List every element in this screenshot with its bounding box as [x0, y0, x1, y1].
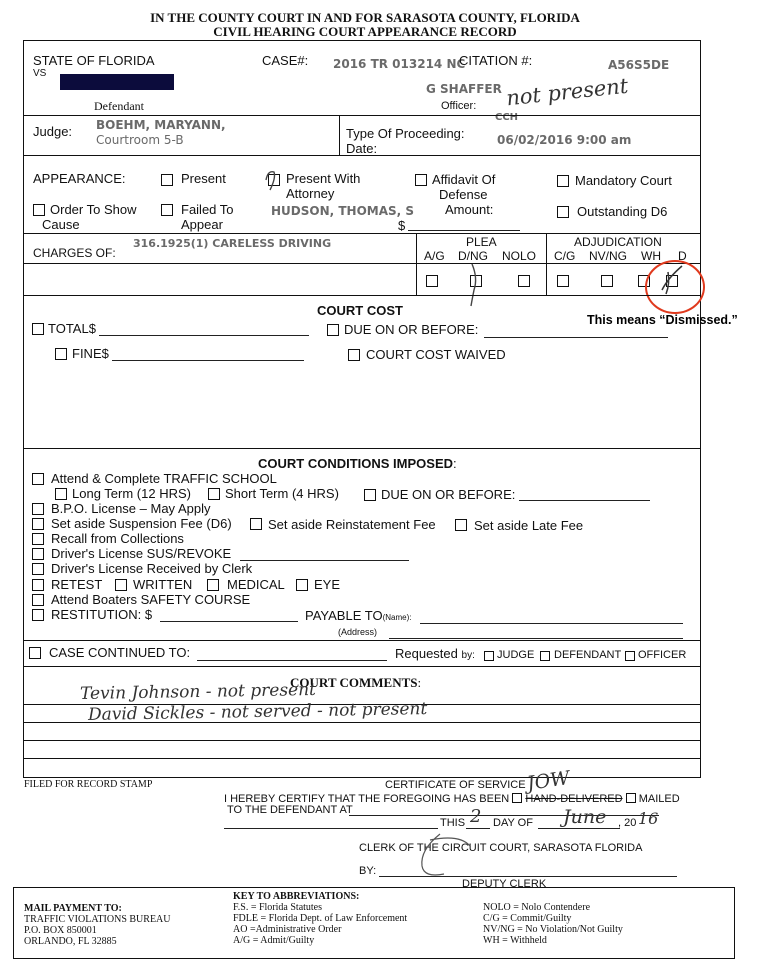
payable-address-small: (Address) [338, 627, 378, 637]
charge-stamp: 316.1925(1) CARELESS DRIVING [133, 237, 332, 250]
officer-stamp: G SHAFFER [426, 82, 502, 96]
dl-received-label: Driver's License Received by Clerk [51, 561, 253, 576]
requested-by-small: by: [461, 650, 475, 661]
key-left-4: A/G = Admit/Guilty [233, 935, 315, 946]
attorney-name: HUDSON, THOMAS, S [271, 204, 415, 218]
mail-payment-block [24, 903, 171, 947]
due-on-or-before-checkbox[interactable] [327, 324, 339, 336]
total-checkbox[interactable] [32, 323, 44, 335]
traffic-school-due-checkbox[interactable] [364, 489, 376, 501]
date-value: 06/02/2016 9:00 am [497, 133, 632, 147]
short-term-checkbox[interactable] [208, 488, 220, 500]
written-label: WRITTEN [133, 577, 193, 592]
affidavit-line3: Amount: [445, 202, 494, 217]
citation-label: CITATION #: [459, 53, 533, 68]
written-checkbox[interactable] [115, 579, 127, 591]
mail-payment-title: MAIL PAYMENT TO: [24, 903, 122, 914]
header-court-name: IN THE COUNTY COURT IN AND FOR SARASOTA COUNTY, FLORIDA [150, 10, 580, 25]
case-continued-checkbox[interactable] [29, 647, 41, 659]
adj-col-cg: C/G [554, 249, 576, 263]
clerk-label: CLERK OF THE CIRCUIT COURT, SARASOTA FLORIDA [359, 842, 643, 854]
set-aside-suspension-checkbox[interactable] [32, 518, 44, 530]
plea-ag-checkbox[interactable] [426, 275, 438, 287]
day-line [466, 828, 490, 829]
court-cost-waived-checkbox[interactable] [348, 349, 360, 361]
restitution-label: RESTITUTION: $ [51, 607, 153, 622]
key-right-4: WH = Withheld [483, 935, 547, 946]
affidavit-line2: Defense [439, 187, 488, 202]
officer-handwritten-note: not present [505, 73, 630, 111]
conditions-title [258, 456, 457, 471]
medical-checkbox[interactable] [207, 579, 219, 591]
requested-text: Requested [395, 646, 458, 661]
continued-officer-label: OFFICER [638, 649, 687, 661]
key-title: KEY TO ABBREVIATIONS: [233, 891, 360, 902]
fines-label: FINE$ [72, 346, 109, 361]
dl-sus-label: Driver's License SUS/REVOKE [51, 546, 232, 561]
defendant-label: Defendant [94, 99, 144, 113]
mailed-label: MAILED [638, 793, 680, 805]
continued-defendant-checkbox[interactable] [540, 651, 550, 661]
long-term-checkbox[interactable] [55, 488, 67, 500]
month-line [538, 828, 620, 829]
set-aside-late-label: Set aside Late Fee [474, 518, 584, 533]
certificate-title: CERTIFICATE OF SERVICE [385, 779, 526, 791]
short-term-label: Short Term (4 HRS) [225, 486, 339, 501]
key-abbreviations-block [233, 891, 407, 946]
proceeding-label: Type Of Proceeding: [346, 126, 465, 141]
requested-by [395, 646, 475, 661]
case-continued-line [197, 660, 387, 661]
key-left-1: F.S. = Florida Statutes [233, 902, 323, 913]
case-number-label: CASE#: [262, 53, 309, 68]
order-line1: Order To Show [50, 202, 137, 217]
filed-for-record-stamp: FILED FOR RECORD STAMP [24, 779, 153, 790]
year-prefix: , 20 [618, 817, 637, 829]
year-handwritten: 16 [638, 809, 659, 828]
set-aside-late-checkbox[interactable] [455, 519, 467, 531]
present-with-attorney-label [286, 171, 360, 201]
adj-nvng-checkbox[interactable] [601, 275, 613, 287]
divider [23, 233, 700, 234]
day-of-label: DAY OF [493, 817, 533, 829]
by-line [379, 876, 677, 877]
by-label: BY: [359, 865, 377, 877]
mail-line-2: P.O. BOX 850001 [24, 925, 97, 936]
hand-delivered-label: HAND-DELIVERED [525, 793, 623, 805]
citation-value: A56S5DE [608, 58, 670, 72]
present-with-attorney-line2: Attorney [286, 186, 335, 201]
traffic-school-due-label: DUE ON OR BEFORE: [381, 487, 516, 502]
key-left-3: AO =Administrative Order [233, 924, 342, 935]
set-aside-reinstatement-label: Set aside Reinstatement Fee [268, 517, 436, 532]
hand-delivered-checkbox[interactable] [512, 793, 522, 803]
comment-line [23, 758, 700, 759]
boaters-label: Attend Boaters SAFETY COURSE [51, 592, 251, 607]
recall-label: Recall from Collections [51, 531, 184, 546]
to-defendant-label: TO THE DEFENDANT AT [227, 804, 353, 816]
order-line2: Cause [42, 217, 80, 232]
payable-to-label [305, 608, 411, 623]
present-checkbox[interactable] [161, 174, 173, 186]
dl-received-checkbox[interactable] [32, 563, 44, 575]
adj-col-d: D [678, 249, 687, 263]
dl-sus-checkbox[interactable] [32, 548, 44, 560]
divider [23, 155, 700, 156]
failed-line1: Failed To [181, 202, 234, 217]
plea-label: PLEA [466, 235, 497, 249]
failed-to-appear-checkbox[interactable] [161, 204, 173, 216]
divider [23, 640, 700, 641]
clerk-signature-scribble [400, 830, 490, 880]
payable-to-text: PAYABLE TO [305, 608, 383, 623]
mail-line-1: TRAFFIC VIOLATIONS BUREAU [24, 914, 171, 925]
fines-checkbox[interactable] [55, 348, 67, 360]
total-amount-line [99, 335, 309, 336]
recall-checkbox[interactable] [32, 533, 44, 545]
boaters-checkbox[interactable] [32, 594, 44, 606]
checkmark-icon [262, 166, 284, 194]
divider [23, 263, 700, 264]
this-label: THIS [440, 817, 466, 829]
key-right-2: C/G = Commit/Guilty [483, 913, 572, 924]
month-handwritten: June [563, 806, 607, 828]
comment-handwritten-2: David Sickles - not served - not present [87, 699, 428, 725]
restitution-amount-line [160, 621, 298, 622]
appearance-label: APPEARANCE: [33, 171, 126, 186]
court-cost-waived-label: COURT COST WAIVED [366, 347, 506, 362]
judge-label: Judge: [33, 124, 73, 139]
order-to-show-cause-checkbox[interactable] [33, 204, 45, 216]
eye-label: EYE [314, 577, 341, 592]
fines-amount-line [112, 360, 304, 361]
traffic-school-due-line [519, 500, 650, 501]
payable-name-line [420, 623, 683, 624]
plea-col-ag: A/G [424, 249, 445, 263]
mandatory-court-checkbox[interactable] [557, 175, 569, 187]
divider [546, 233, 547, 295]
long-term-label: Long Term (12 HRS) [72, 486, 191, 501]
adjudication-label: ADJUDICATION [574, 235, 662, 249]
mail-line-3: ORLANDO, FL 32885 [24, 936, 117, 947]
adj-cg-checkbox[interactable] [557, 275, 569, 287]
redacted-defendant-name [60, 74, 174, 90]
traffic-school-checkbox[interactable] [32, 473, 44, 485]
affidavit-dollar: $ [398, 218, 406, 233]
eye-checkbox[interactable] [296, 579, 308, 591]
continued-officer-checkbox[interactable] [625, 651, 635, 661]
defendant-address-line-2 [224, 828, 438, 829]
affidavit-amount-line [408, 230, 520, 231]
certificate-initials: JOW [525, 767, 572, 795]
adj-col-wh: WH [641, 249, 661, 263]
header-form-title: CIVIL HEARING COURT APPEARANCE RECORD [213, 24, 517, 39]
due-date-line [484, 337, 668, 338]
date-label: Date: [346, 141, 378, 156]
divider [416, 233, 417, 295]
outstanding-d6-label: Outstanding D6 [577, 204, 668, 219]
dl-sus-line [240, 560, 409, 561]
present-with-attorney-line1: Present With [286, 171, 361, 186]
divider [23, 115, 700, 116]
plea-nolo-checkbox[interactable] [518, 275, 530, 287]
judge-name: BOEHM, MARYANN, [96, 118, 226, 132]
payable-name-small: (Name): [382, 613, 412, 622]
form-header [0, 11, 730, 39]
medical-label: MEDICAL [227, 577, 285, 592]
comments-title-colon: : [417, 675, 422, 690]
restitution-checkbox[interactable] [32, 609, 44, 621]
continued-defendant-label: DEFENDANT [554, 649, 622, 661]
conditions-title-colon: : [453, 456, 457, 471]
divider [23, 295, 700, 296]
defendant-address-line [349, 815, 659, 816]
affidavit-label [432, 172, 495, 217]
day-handwritten: 2 [470, 806, 482, 827]
plea-col-dng: D/NG [458, 249, 488, 263]
divider [23, 666, 700, 667]
courtroom: Courtroom 5-B [96, 133, 184, 147]
affidavit-line1: Affidavit Of [432, 172, 496, 187]
outstanding-d6-checkbox[interactable] [557, 206, 569, 218]
comment-handwritten-1: Tevin Johnson - not present [79, 679, 317, 705]
key-right-1: NOLO = Nolo Contendere [483, 902, 591, 913]
retest-label: RETEST [51, 577, 103, 592]
plea-col-nolo: NOLO [502, 249, 537, 263]
state-label: STATE OF FLORIDA [33, 53, 155, 68]
agency-stamp: CCH [495, 112, 519, 123]
divider [339, 115, 340, 155]
set-aside-suspension-label: Set aside Suspension Fee (D6) [51, 516, 232, 531]
key-right-3: NV/NG = No Violation/Not Guilty [483, 924, 623, 935]
charges-label: CHARGES OF: [33, 246, 116, 260]
present-label: Present [181, 171, 226, 186]
certify-text: I HEREBY CERTIFY THAT THE FOREGOING HAS BEEN [224, 793, 510, 805]
adj-col-nvng: NV/NG [589, 249, 628, 263]
mandatory-court-label: Mandatory Court [575, 173, 672, 188]
dismissed-circle-annotation [645, 260, 705, 314]
continued-judge-label: JUDGE [497, 649, 535, 661]
court-cost-title: COURT COST [317, 303, 403, 318]
dismissed-annotation-note: This means “Dismissed.” [587, 313, 738, 327]
officer-label: Officer: [441, 100, 477, 112]
key-left-2: FDLE = Florida Dept. of Law Enforcement [233, 913, 408, 924]
handwritten-mark-dng [462, 258, 486, 308]
retest-checkbox[interactable] [32, 579, 44, 591]
vs-label: VS [33, 68, 47, 79]
comments-title-text: COURT COMMENTS [290, 675, 418, 690]
set-aside-reinstatement-checkbox[interactable] [250, 518, 262, 530]
affidavit-checkbox[interactable] [415, 174, 427, 186]
bpo-checkbox[interactable] [32, 503, 44, 515]
bpo-label: B.P.O. License – May Apply [51, 501, 211, 516]
due-on-or-before-label: DUE ON OR BEFORE: [344, 322, 479, 337]
case-continued-label: CASE CONTINUED TO: [49, 645, 191, 660]
total-label: TOTAL$ [48, 321, 96, 336]
mailed-checkbox[interactable] [626, 793, 636, 803]
comment-line [23, 740, 700, 741]
case-number-value: 2016 TR 013214 NC [333, 57, 466, 71]
traffic-school-label: Attend & Complete TRAFFIC SCHOOL [51, 471, 277, 486]
divider [23, 448, 700, 449]
failed-line2: Appear [181, 217, 223, 232]
failed-to-appear-label [181, 202, 234, 232]
deputy-clerk-label: DEPUTY CLERK [462, 878, 547, 890]
conditions-title-text: COURT CONDITIONS IMPOSED [258, 456, 454, 471]
key-abbreviations-right [483, 902, 623, 946]
payable-address-line [389, 638, 683, 639]
order-to-show-cause-label [42, 202, 137, 232]
continued-judge-checkbox[interactable] [484, 651, 494, 661]
